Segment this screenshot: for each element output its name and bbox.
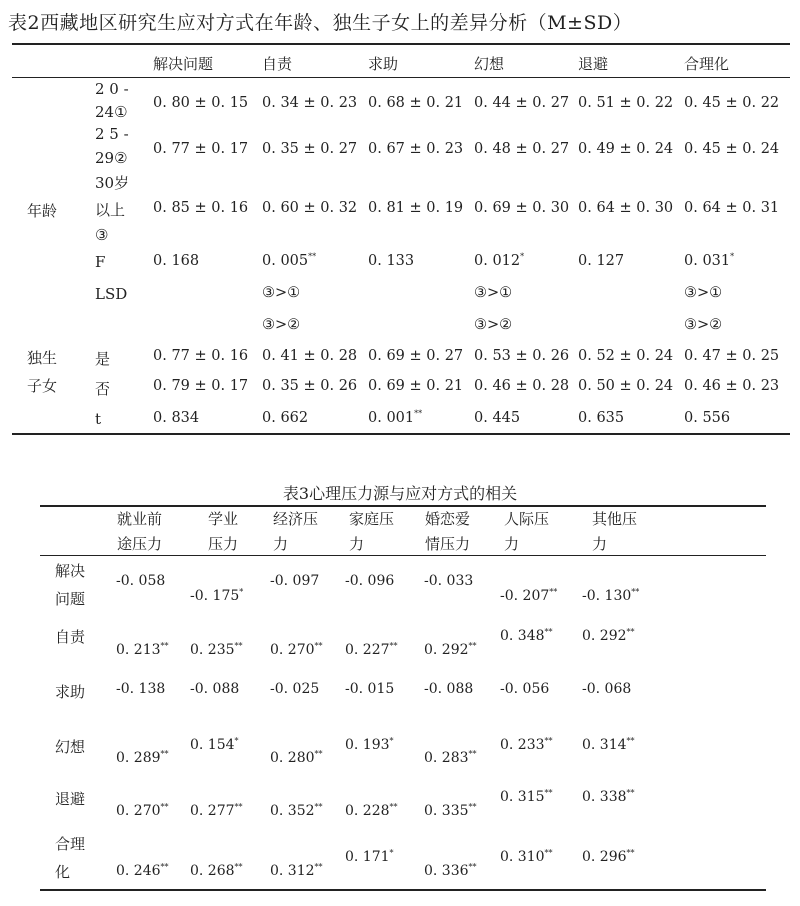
table3-cell: -0. 088: [424, 681, 474, 697]
table3-row-label: 合理: [55, 835, 86, 853]
table3-cell: -0. 068: [582, 681, 632, 697]
table3-cell: 0. 154*: [190, 736, 239, 753]
table2-cell-lsd: ③>②: [262, 317, 301, 333]
table3-cell: 0. 296**: [582, 848, 635, 865]
significance-mark: **: [234, 862, 243, 872]
table2-cell-f: 0. 127: [578, 253, 625, 269]
table2-cell: 0. 67 ± 0. 23: [368, 141, 464, 157]
table2-row-label-lsd: LSD: [95, 285, 128, 303]
significance-mark: *: [730, 252, 735, 262]
table2-cell: 0. 44 ± 0. 27: [474, 95, 570, 111]
table2-cell-t: 0. 635: [578, 410, 625, 426]
table3-cell: 0. 338**: [582, 788, 635, 805]
table2-cell: 0. 47 ± 0. 25: [684, 348, 780, 364]
table3-cell: 0. 246**: [116, 862, 169, 879]
table3-cell: 0. 335**: [424, 802, 477, 819]
table3-cell: -0. 097: [270, 573, 320, 589]
table3-col-header: 压力: [208, 535, 239, 553]
table3-cell: -0. 033: [424, 573, 474, 589]
table2-row-label: 24①: [95, 103, 128, 121]
table3-cell: 0. 292**: [424, 641, 477, 658]
table3-cell: 0. 268**: [190, 862, 243, 879]
table2-cell: 0. 69 ± 0. 30: [474, 200, 570, 216]
table2-cell: 0. 45 ± 0. 22: [684, 95, 780, 111]
table3-col-header: 家庭压: [349, 510, 395, 528]
table2-cell: 0. 53 ± 0. 26: [474, 348, 570, 364]
significance-mark: **: [626, 736, 635, 746]
table2-title: 表2西藏地区研究生应对方式在年龄、独生子女上的差异分析（M±SD）: [8, 12, 633, 34]
table2-cell: 0. 77 ± 0. 17: [153, 141, 249, 157]
table2-row-label: 2 0 -: [95, 80, 129, 98]
significance-mark: **: [626, 848, 635, 858]
significance-mark: **: [468, 641, 477, 651]
table3-cell: -0. 175*: [190, 587, 244, 604]
table3-row-label: 幻想: [55, 738, 86, 756]
significance-mark: **: [389, 802, 398, 812]
significance-mark: **: [160, 802, 169, 812]
table2-col-header: 自责: [262, 55, 293, 73]
table3-row-label: 化: [55, 863, 71, 881]
table3-cell: 0. 312**: [270, 862, 323, 879]
significance-mark: **: [468, 802, 477, 812]
table2-cell: 0. 51 ± 0. 22: [578, 95, 674, 111]
table2-col-header: 解决问题: [153, 55, 214, 73]
table2-group-age: 年龄: [27, 202, 58, 220]
table2-cell: 0. 64 ± 0. 31: [684, 200, 780, 216]
table3-col-header: 力: [349, 535, 365, 553]
table2-cell: 0. 80 ± 0. 15: [153, 95, 249, 111]
table3-cell: 0. 336**: [424, 862, 477, 879]
table3-row-label: 求助: [55, 683, 86, 701]
table2-cell-lsd: ③>②: [684, 317, 723, 333]
table3-top-rule: [40, 505, 766, 507]
significance-mark: **: [549, 587, 558, 597]
table2-cell-t: 0. 445: [474, 410, 521, 426]
table3-title: 表3心理压力源与应对方式的相关: [282, 484, 518, 503]
table2-cell: 0. 50 ± 0. 24: [578, 378, 674, 394]
table2-cell-t: 0. 556: [684, 410, 731, 426]
table3-cell: -0. 056: [500, 681, 550, 697]
significance-mark: **: [544, 848, 553, 858]
table2-row-label: 2 5 -: [95, 125, 129, 143]
table3-cell: 0. 310**: [500, 848, 553, 865]
table3-row-label: 退避: [55, 790, 86, 808]
significance-mark: *: [239, 587, 244, 597]
table2-cell: 0. 60 ± 0. 32: [262, 200, 358, 216]
table2-cell: 0. 35 ± 0. 26: [262, 378, 358, 394]
significance-mark: **: [314, 641, 323, 651]
table2-col-header: 幻想: [474, 55, 505, 73]
table3-row-label: 解决: [55, 562, 86, 580]
table3-cell: 0. 227**: [345, 641, 398, 658]
table2-cell-f: 0. 012*: [474, 252, 525, 269]
table3-cell: -0. 207**: [500, 587, 558, 604]
table2-cell-f: 0. 005**: [262, 252, 317, 269]
table3-col-header: 就业前: [117, 510, 163, 528]
table3-bottom-rule: [40, 889, 766, 891]
significance-mark: *: [389, 736, 394, 746]
table3-cell: 0. 289**: [116, 749, 169, 766]
significance-mark: **: [414, 409, 423, 419]
table3-cell: -0. 096: [345, 573, 395, 589]
table3-col-header: 人际压: [504, 510, 550, 528]
significance-mark: **: [160, 641, 169, 651]
table3-cell: 0. 270**: [116, 802, 169, 819]
table3-col-header: 婚恋爱: [425, 510, 471, 528]
significance-mark: **: [468, 749, 477, 759]
table2-row-label: 以上: [95, 201, 126, 219]
significance-mark: **: [314, 802, 323, 812]
table2-row-label: ③: [95, 226, 109, 244]
table3-cell: -0. 088: [190, 681, 240, 697]
table2-cell: 0. 85 ± 0. 16: [153, 200, 249, 216]
table3-row-label: 问题: [55, 590, 86, 608]
table3-cell: 0. 292**: [582, 627, 635, 644]
table2-cell: 0. 45 ± 0. 24: [684, 141, 780, 157]
table2-cell-lsd: ③>①: [262, 285, 301, 301]
table3-cell: -0. 025: [270, 681, 320, 697]
table2-cell: 0. 46 ± 0. 28: [474, 378, 570, 394]
table3-cell: 0. 314**: [582, 736, 635, 753]
table3-cell: 0. 283**: [424, 749, 477, 766]
table3-cell: 0. 352**: [270, 802, 323, 819]
table3-col-header: 力: [273, 535, 289, 553]
table3-cell: 0. 348**: [500, 627, 553, 644]
table2-cell: 0. 69 ± 0. 21: [368, 378, 464, 394]
table2-cell: 0. 49 ± 0. 24: [578, 141, 674, 157]
table2-row-label: 30岁: [95, 174, 130, 192]
table3-cell: 0. 213**: [116, 641, 169, 658]
table3-cell: 0. 270**: [270, 641, 323, 658]
significance-mark: **: [544, 627, 553, 637]
table2-bottom-rule: [12, 433, 790, 435]
table3-col-header: 其他压: [592, 510, 638, 528]
table2-cell: 0. 69 ± 0. 27: [368, 348, 464, 364]
table2-cell: 0. 81 ± 0. 19: [368, 200, 464, 216]
table3-cell: -0. 130**: [582, 587, 640, 604]
significance-mark: **: [626, 788, 635, 798]
table2-col-header: 退避: [578, 55, 609, 73]
significance-mark: **: [314, 862, 323, 872]
table2-group-only-child: 子女: [27, 377, 58, 395]
table2-cell: 0. 34 ± 0. 23: [262, 95, 358, 111]
table2-cell: 0. 41 ± 0. 28: [262, 348, 358, 364]
table2-top-rule: [12, 43, 790, 45]
table3-cell: 0. 193*: [345, 736, 394, 753]
table3-cell: -0. 138: [116, 681, 166, 697]
table2-cell-t: 0. 001**: [368, 409, 423, 426]
table2-col-header: 合理化: [684, 55, 730, 73]
significance-mark: **: [234, 641, 243, 651]
table2-cell: 0. 35 ± 0. 27: [262, 141, 358, 157]
table3-cell: 0. 233**: [500, 736, 553, 753]
significance-mark: **: [626, 627, 635, 637]
table3-cell: -0. 015: [345, 681, 395, 697]
table2-cell: 0. 46 ± 0. 23: [684, 378, 780, 394]
table3-cell: 0. 235**: [190, 641, 243, 658]
significance-mark: **: [314, 749, 323, 759]
table2-cell-t: 0. 662: [262, 410, 309, 426]
table3-cell: 0. 280**: [270, 749, 323, 766]
table2-cell-f: 0. 168: [153, 253, 200, 269]
table3-cell: 0. 315**: [500, 788, 553, 805]
table2-row-label-f: F: [95, 253, 106, 271]
table2-cell: 0. 79 ± 0. 17: [153, 378, 249, 394]
significance-mark: **: [389, 641, 398, 651]
table2-header-rule: [12, 77, 790, 78]
significance-mark: **: [160, 862, 169, 872]
table3-col-header: 途压力: [117, 535, 163, 553]
table2-cell: 0. 52 ± 0. 24: [578, 348, 674, 364]
table2-cell-lsd: ③>①: [474, 285, 513, 301]
table3-col-header: 力: [592, 535, 608, 553]
table3-cell: 0. 171*: [345, 848, 394, 865]
table2-cell: 0. 48 ± 0. 27: [474, 141, 570, 157]
table3-col-header: 经济压: [273, 510, 319, 528]
table2-cell-lsd: ③>①: [684, 285, 723, 301]
table3-col-header: 情压力: [425, 535, 471, 553]
significance-mark: *: [520, 252, 525, 262]
table2-cell-t: 0. 834: [153, 410, 200, 426]
significance-mark: **: [544, 788, 553, 798]
table2-row-label: 否: [95, 380, 111, 398]
significance-mark: **: [631, 587, 640, 597]
table2-row-label: 是: [95, 350, 111, 368]
table3-col-header: 学业: [208, 510, 239, 528]
table2-group-only-child: 独生: [27, 349, 58, 367]
table2-cell: 0. 64 ± 0. 30: [578, 200, 674, 216]
table3-cell: 0. 228**: [345, 802, 398, 819]
table2-row-label: 29②: [95, 149, 128, 167]
table3-cell: 0. 277**: [190, 802, 243, 819]
table2-cell-f: 0. 031*: [684, 252, 735, 269]
table2-col-header: 求助: [368, 55, 399, 73]
table3-cell: -0. 058: [116, 573, 166, 589]
table2-cell-lsd: ③>②: [474, 317, 513, 333]
significance-mark: **: [308, 252, 317, 262]
table3-header-rule: [40, 555, 766, 556]
significance-mark: *: [389, 848, 394, 858]
table2-cell-f: 0. 133: [368, 253, 415, 269]
significance-mark: **: [468, 862, 477, 872]
significance-mark: **: [234, 802, 243, 812]
significance-mark: **: [544, 736, 553, 746]
significance-mark: **: [160, 749, 169, 759]
table2-cell: 0. 68 ± 0. 21: [368, 95, 464, 111]
table3-row-label: 自责: [55, 628, 86, 646]
table3-col-header: 力: [504, 535, 520, 553]
table2-cell: 0. 77 ± 0. 16: [153, 348, 249, 364]
table2-row-label-t: t: [95, 410, 102, 428]
significance-mark: *: [234, 736, 239, 746]
